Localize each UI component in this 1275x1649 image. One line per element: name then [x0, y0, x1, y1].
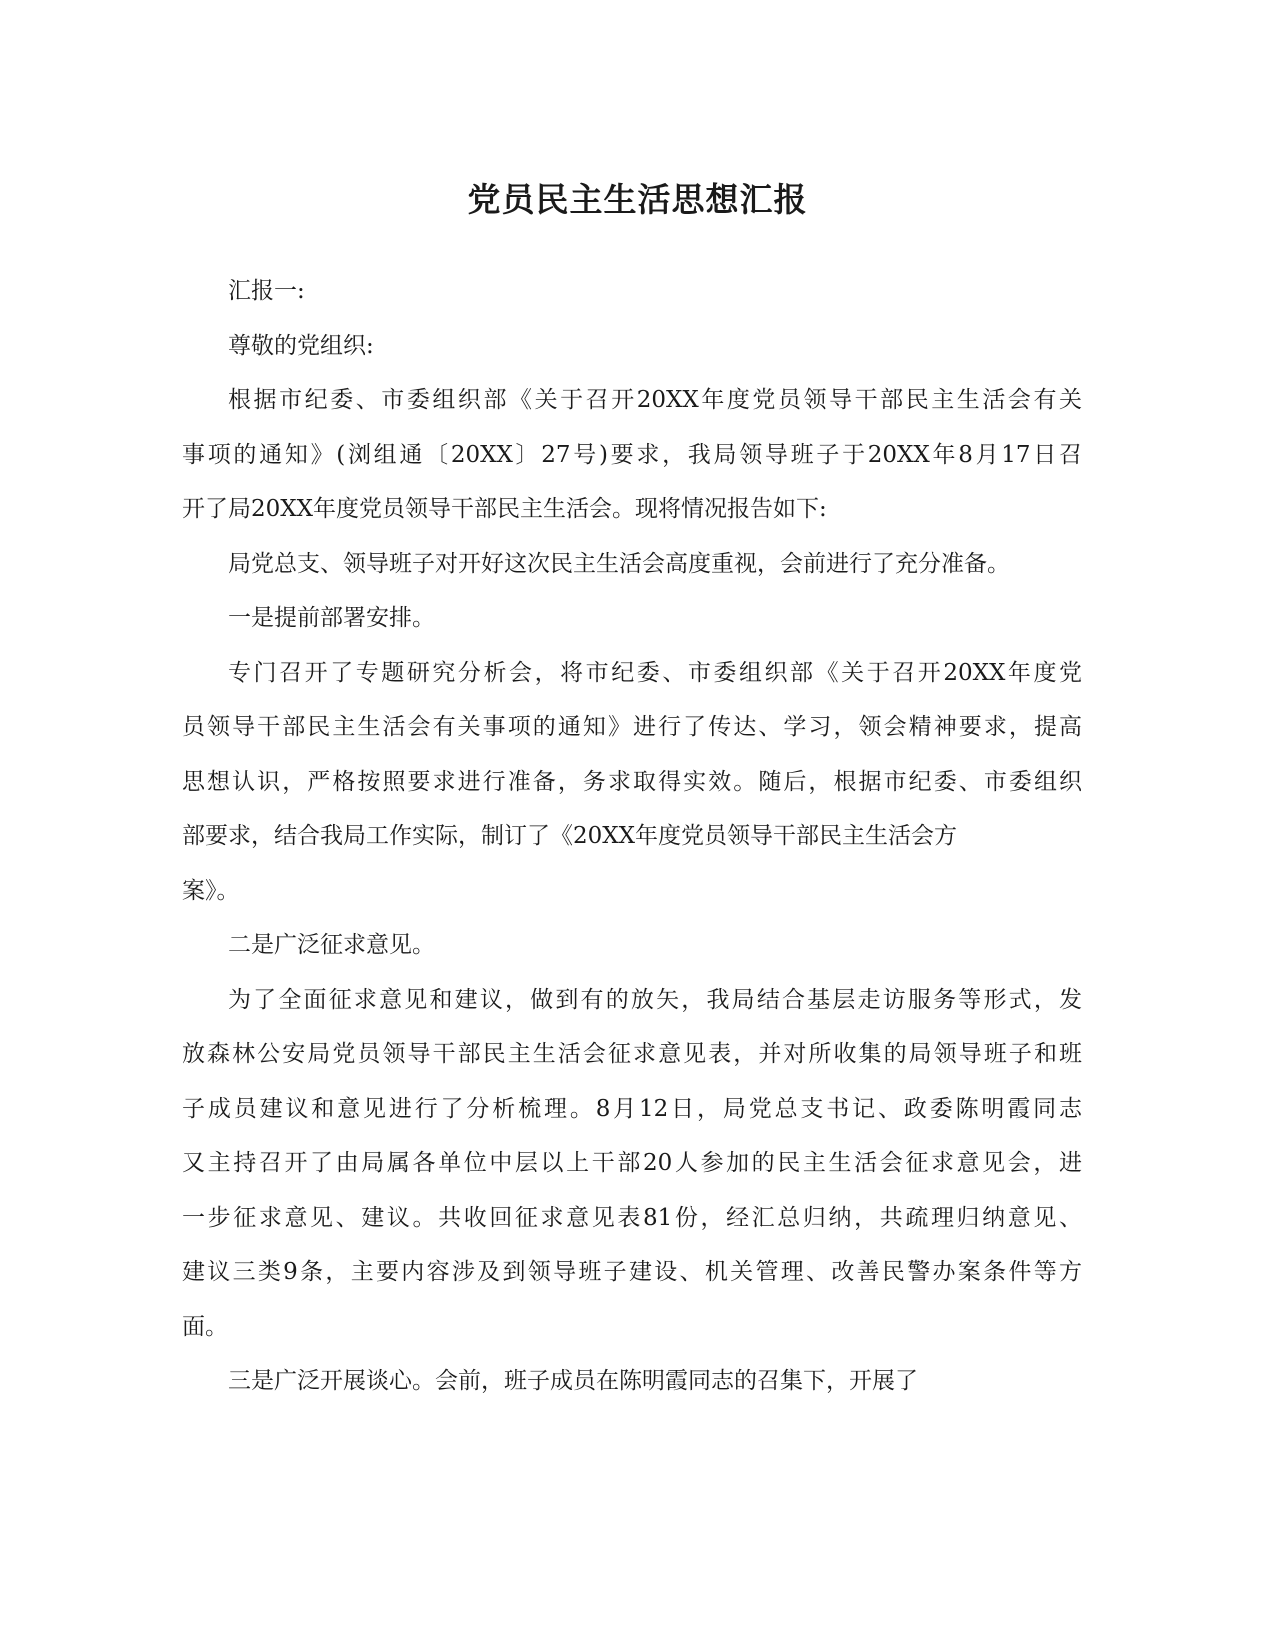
- paragraph: [182, 646, 1082, 919]
- paragraph: [182, 537, 1082, 592]
- text-line: 又主持召开了由局属各单位中层以上干部20人参加的民主生活会征求意见会，进: [182, 1150, 1082, 1176]
- paragraph: [182, 373, 1082, 537]
- text-line: 员领导干部民主生活会有关事项的通知》进行了传达、学习，领会精神要求，提高: [182, 714, 1082, 740]
- text-line: 三是广泛开展谈心。会前，班子成员在陈明霞同志的召集下，开展了: [228, 1368, 918, 1394]
- text-line: 尊敬的党组织:: [228, 332, 374, 359]
- document-title: 党员民主生活思想汇报: [467, 180, 808, 219]
- text-line: 二是广泛征求意见。: [228, 932, 435, 958]
- paragraph: [182, 973, 1082, 1355]
- text-line: 汇报一:: [228, 278, 305, 304]
- text-line: 局党总支、领导班子对开好这次民主生活会高度重视，会前进行了充分准备。: [228, 550, 1010, 577]
- document-body: [182, 264, 1082, 1409]
- text-line: 专门召开了专题研究分析会，将市纪委、市委组织部《关于召开20XX年度党: [228, 659, 1082, 686]
- text-line: 子成员建议和意见进行了分析梳理。8月12日，局党总支书记、政委陈明霞同志: [182, 1095, 1082, 1122]
- paragraph: [182, 591, 1082, 646]
- text-line: 放森林公安局党员领导干部民主生活会征求意见表，并对所收集的局领导班子和班: [182, 1041, 1082, 1067]
- paragraph: [182, 1354, 1082, 1409]
- paragraph: [182, 319, 1082, 374]
- text-line: 一是提前部署安排。: [228, 605, 435, 631]
- text-line: 面。: [182, 1313, 228, 1340]
- text-line: 建议三类9条，主要内容涉及到领导班子建设、机关管理、改善民警办案条件等方: [182, 1259, 1082, 1285]
- text-line: 为了全面征求意见和建议，做到有的放矢，我局结合基层走访服务等形式，发: [228, 986, 1082, 1013]
- text-line: 根据市纪委、市委组织部《关于召开20XX年度党员领导干部民主生活会有关: [228, 387, 1082, 413]
- paragraph: [182, 918, 1082, 973]
- text-line: 思想认识，严格按照要求进行准备，务求取得实效。随后，根据市纪委、市委组织: [182, 768, 1082, 795]
- text-line: 开了局20XX年度党员领导干部民主生活会。现将情况报告如下:: [182, 496, 827, 522]
- text-line: 案》。: [182, 877, 240, 904]
- text-line: 一步征求意见、建议。共收回征求意见表81份，经汇总归纳，共疏理归纳意见、: [182, 1204, 1082, 1231]
- paragraph: [182, 264, 1082, 319]
- text-line: 部要求，结合我局工作实际，制订了《20XX年度党员领导干部民主生活会方: [182, 823, 958, 849]
- text-line: 事项的通知》(浏组通〔20XX〕27号)要求，我局领导班子于20XX年8月17日召: [182, 441, 1082, 468]
